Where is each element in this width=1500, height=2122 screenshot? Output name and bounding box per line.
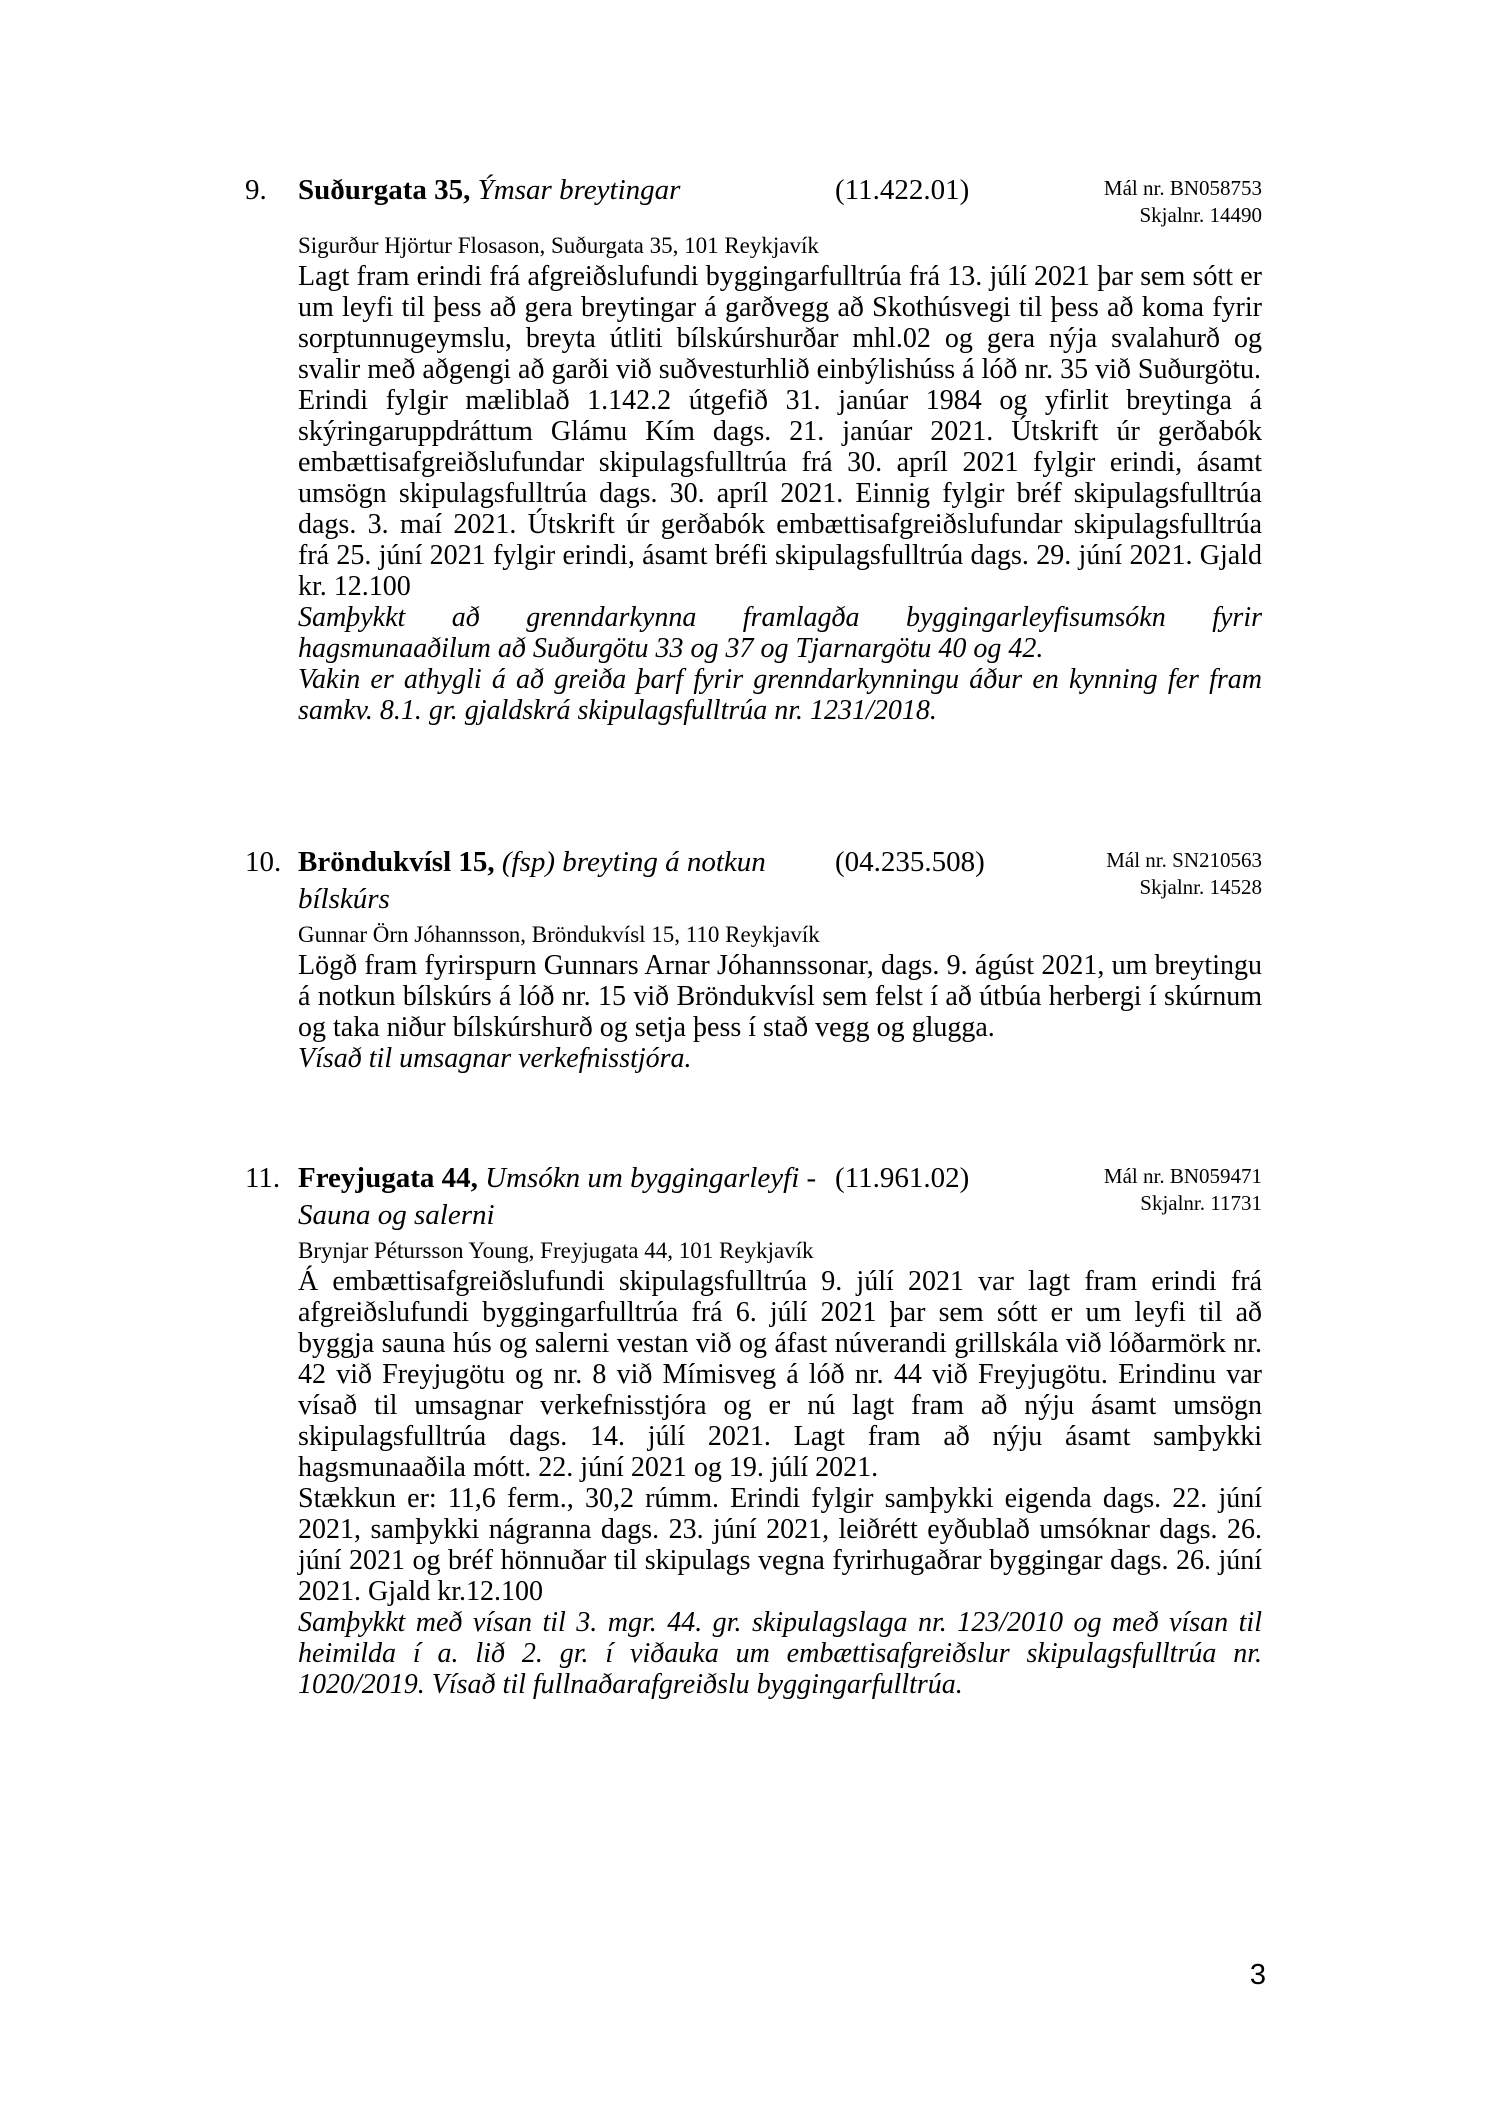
item-address: Suðurgata 35, bbox=[298, 174, 471, 206]
document-number: Skjalnr. 11731 bbox=[1140, 1191, 1262, 1215]
item-title bbox=[298, 844, 835, 918]
item-zone-code: (11.961.02) bbox=[835, 1162, 970, 1194]
case-number: Mál nr. BN058753 bbox=[1103, 176, 1262, 200]
case-number: Mál nr. SN210563 bbox=[1106, 848, 1262, 872]
item-body bbox=[298, 261, 1262, 726]
agenda-item-10 bbox=[245, 844, 1262, 1074]
item-paragraph: Stækkun er: 11,6 ferm., 30,2 rúmm. Erindi fylgir samþykki eigenda dags. 22. júní 2021, samþykki nágranna dags. 23. júní 2021, leiðrétt eyðublað umsóknar dags. 26. júní 2021 og bréf hönnuðar til skipulags vegna fyrirhugaðrar byggingar dags. 26. júní 2021. Gjald kr.12.100 bbox=[298, 1483, 1262, 1607]
item-decision: Vísað til umsagnar verkefnisstjóra. bbox=[298, 1043, 692, 1074]
item-number: 10. bbox=[245, 846, 282, 878]
item-body bbox=[298, 1266, 1262, 1700]
item-paragraph: Erindi fylgir mæliblað 1.142.2 útgefið 31. janúar 1984 og yfirlit breytinga á skýringaruppdráttum Glámu Kím dags. 21. janúar 2021. Útskrift úr gerðabók embættisafgreiðslufundar skipulagsfulltrúa frá 30. apríl 2021 fylgir erindi, ásamt umsögn skipulagsfulltrúa dags. 30. apríl 2021. Einnig fylgir bréf skipulagsfulltrúa dags. 3. maí 2021. Útskrift úr gerðabók embættisafgreiðslufundar skipulagsfulltrúa frá 25. júní 2021 fylgir erindi, ásamt bréfi skipulagsfulltrúa dags. 29. júní 2021. Gjald kr. 12.100 bbox=[298, 385, 1262, 602]
item-header bbox=[245, 844, 1262, 918]
item-zone-code: (04.235.508) bbox=[835, 846, 985, 878]
item-subject-line2: Sauna og salerni bbox=[298, 1199, 495, 1231]
item-subject: (fsp) breyting á notkun bbox=[501, 846, 766, 878]
item-title bbox=[298, 172, 835, 209]
item-title bbox=[298, 1160, 835, 1234]
item-subject: Umsókn um byggingarleyfi - bbox=[485, 1162, 817, 1194]
applicant-line: Gunnar Örn Jóhannsson, Bröndukvísl 15, 110 Reykjavík bbox=[298, 922, 820, 947]
item-number: 11. bbox=[245, 1162, 281, 1194]
document-number: Skjalnr. 14490 bbox=[1139, 203, 1262, 227]
item-paragraph: Á embættisafgreiðslufundi skipulagsfulltrúa 9. júlí 2021 var lagt fram erindi frá afgreiðslufundi byggingarfulltrúa frá 6. júlí 2021 þar sem sótt er um leyfi til að byggja sauna hús og salerni vestan við og áfast núverandi grillskála við lóðarmörk nr. 42 við Freyjugötu og nr. 8 við Mímisveg á lóð nr. 44 við Freyjugötu. Erindinu var vísað til umsagnar verkefnisstjóra og er nú lagt fram að nýju ásamt umsögn skipulagsfulltrúa dags. 14. júlí 2021. Lagt fram að nýju ásamt samþykki hagsmunaaðila mótt. 22. júní 2021 og 19. júlí 2021. bbox=[298, 1266, 1262, 1483]
applicant-line: Sigurður Hjörtur Flosason, Suðurgata 35, 101 Reykjavík bbox=[298, 233, 819, 258]
agenda-item-11 bbox=[245, 1160, 1262, 1700]
item-body bbox=[298, 950, 1262, 1074]
item-address: Freyjugata 44, bbox=[298, 1162, 478, 1194]
item-decision: Samþykkt að grenndarkynna framlagða byggingarleyfisumsókn fyrir hagsmunaaðilum að Suðurgötu 33 og 37 og Tjarnargötu 40 og 42. bbox=[298, 602, 1262, 664]
item-address: Bröndukvísl 15, bbox=[298, 846, 495, 878]
item-meta bbox=[1017, 172, 1262, 229]
case-number: Mál nr. BN059471 bbox=[1103, 1164, 1262, 1188]
item-decision: Samþykkt með vísan til 3. mgr. 44. gr. skipulagslaga nr. 123/2010 og með vísan til heimilda í a. lið 2. gr. í viðauka um embættisafgreiðslur skipulagsfulltrúa nr. 1020/2019. Vísað til fullnaðarafgreiðslu byggingarfulltrúa. bbox=[298, 1607, 1262, 1700]
page-content bbox=[245, 172, 1262, 1700]
item-decision: Vakin er athygli á að greiða þarf fyrir grenndarkynningu áður en kynning fer fram samkv. 8.1. gr. gjaldskrá skipulagsfulltrúa nr. 1231/2018. bbox=[298, 664, 1262, 726]
item-subject-line2: bílskúrs bbox=[298, 883, 390, 915]
applicant-line: Brynjar Pétursson Young, Freyjugata 44, 101 Reykjavík bbox=[298, 1238, 814, 1263]
document-number: Skjalnr. 14528 bbox=[1139, 875, 1262, 899]
item-zone-code: (11.422.01) bbox=[835, 174, 970, 206]
item-subject: Ýmsar breytingar bbox=[477, 174, 681, 206]
item-meta bbox=[1017, 844, 1262, 901]
agenda-item-9 bbox=[245, 172, 1262, 726]
item-meta bbox=[1017, 1160, 1262, 1217]
item-header bbox=[245, 1160, 1262, 1234]
item-header bbox=[245, 172, 1262, 229]
item-number: 9. bbox=[245, 174, 267, 206]
item-paragraph: Lögð fram fyrirspurn Gunnars Arnar Jóhannssonar, dags. 9. ágúst 2021, um breytingu á notkun bílskúrs á lóð nr. 15 við Bröndukvísl sem felst í að útbúa herbergi í skúrnum og taka niður bílskúrshurð og setja þess í stað vegg og glugga. bbox=[298, 950, 1262, 1043]
page-number: 3 bbox=[1249, 1959, 1266, 1991]
item-paragraph: Lagt fram erindi frá afgreiðslufundi byggingarfulltrúa frá 13. júlí 2021 þar sem sótt er um leyfi til þess að gera breytingar á garðvegg að Skothúsvegi til þess að koma fyrir sorptunnugeymslu, breyta útliti bílskúrshurðar mhl.02 og gera nýja svalahurð og svalir með aðgengi að garði við suðvesturhlið einbýlishúss á lóð nr. 35 við Suðurgötu. bbox=[298, 261, 1262, 385]
